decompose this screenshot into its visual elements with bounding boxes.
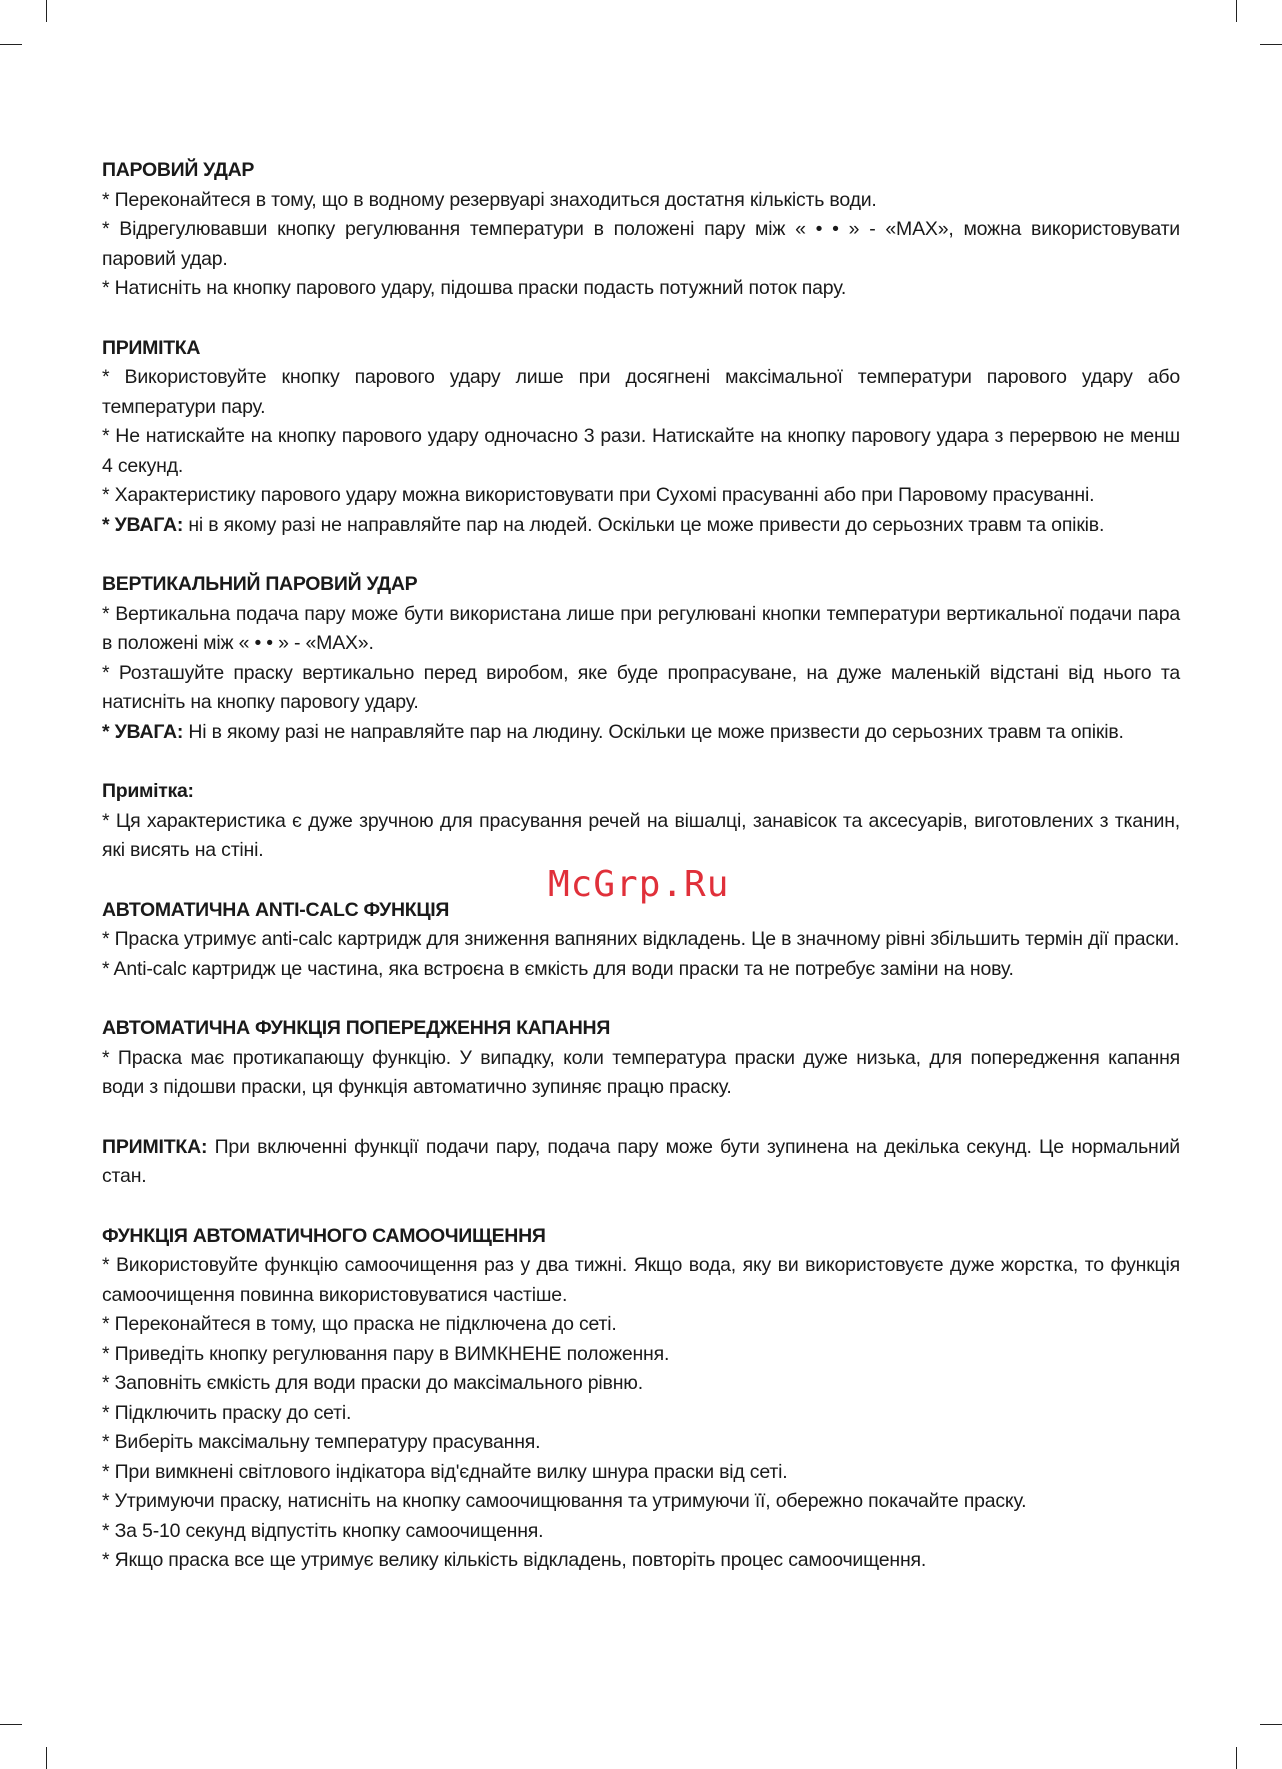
section-self-clean	[102, 1222, 1180, 1576]
warning-label: * УВАГА:	[102, 720, 184, 743]
paragraph: * Переконайтеся в тому, що в водному резервуарі знаходиться достатня кількість води.	[102, 188, 877, 211]
warning-label: * УВАГА:	[102, 513, 184, 536]
section-heading: ПРИМІТКА	[102, 336, 201, 359]
paragraph: * Не натискайте на кнопку парового удару одночасно 3 рази. Натискайте на кнопку паровогу удара з перервою не менш 4 секунд.	[102, 425, 1180, 477]
watermark: McGrp.Ru	[548, 864, 730, 905]
crop-mark-top-left	[46, 0, 47, 22]
warning-paragraph	[102, 718, 1180, 748]
paragraph: * Використовуйте кнопку парового удару лише при досягнені максімальної температури парового удару або температури пару.	[102, 366, 1180, 418]
crop-mark-bottom-left	[46, 1747, 47, 1769]
section-heading: ФУНКЦІЯ АВТОМАТИЧНОГО САМООЧИЩЕННЯ	[102, 1224, 546, 1247]
section-heading: АВТОМАТИЧНА ANTI-CALC ФУНКЦІЯ	[102, 898, 450, 921]
paragraph: * За 5-10 секунд відпустіть кнопку самоочищення.	[102, 1519, 544, 1542]
paragraph: * Використовуйте функцію самоочищення раз у два тижні. Якщо вода, яку ви використовуєте дуже жорстка, то функція самоочищення повинна використовуватися частіше.	[102, 1254, 1180, 1306]
paragraph: * Приведіть кнопку регулювання пару в ВИМКНЕНЕ положення.	[102, 1342, 670, 1365]
section-heading: ВЕРТИКАЛЬНИЙ ПАРОВИЙ УДАР	[102, 573, 418, 595]
section-heading: Примітка:	[102, 780, 194, 802]
paragraph: * Вертикальна подача пару може бути використана лише при регулювані кнопки температури вертикальної подачи пара в положені між « • • » - «MAX».	[102, 602, 1180, 654]
paragraph: * Характеристику парового удару можна використовувати при Сухомі прасуванні або при Паровому прасуванні.	[102, 484, 1095, 506]
paragraph: * Праска має протикапающу функцію. У випадку, коли температура праски дуже низька, для попередження капання води з підошви праски, ця функція автоматично зупиняє працю праску.	[102, 1046, 1180, 1098]
section-heading: ПАРОВИЙ УДАР	[102, 159, 255, 181]
crop-mark-left-bottom	[0, 1724, 22, 1725]
paragraph: * При вимкнені світлового індікатора від'єднайте вилку шнура праски від сеті.	[102, 1460, 788, 1483]
crop-mark-bottom-right	[1236, 1747, 1237, 1769]
section-anti-drip	[102, 1014, 1180, 1103]
warning-text: Ні в якому разі не направляйте пар на людину. Оскільки це може призвести до серьозних травм та опіків.	[183, 720, 1124, 743]
paragraph: * Переконайтеся в тому, що праска не підключена до сеті.	[102, 1313, 617, 1335]
warning-paragraph	[102, 511, 1180, 541]
paragraph: * Anti-calc картридж це частина, яка встроєна в ємкість для води праски та не потребує заміни на нову.	[102, 957, 1014, 980]
crop-mark-top-right	[1236, 0, 1237, 22]
paragraph: * Праска утримує anti-calc картридж для зниження вапняних відкладень. Це в значному рівні збільшить термін дії праски.	[102, 928, 1180, 950]
section-note-steam-pause	[102, 1133, 1180, 1192]
paragraph: * Відрегулювавши кнопку регулювання температури в положені пару між « • • » - «MAX», можна використовувати паровий удар.	[102, 218, 1180, 270]
paragraph: * Підключить праску до сеті.	[102, 1401, 352, 1424]
paragraph: * Якщо праска все ще утримує велику кількість відкладень, повторіть процес самоочищення.	[102, 1549, 927, 1571]
section-note-vertical	[102, 777, 1180, 866]
crop-mark-right-top	[1260, 44, 1282, 45]
note-text: При включенні функції подачи пару, подача пару може бути зупинена на декілька секунд. Це нормальний стан.	[102, 1135, 1180, 1187]
section-note-steam-shot	[102, 334, 1180, 541]
paragraph: * Виберіть максімальну температуру прасування.	[102, 1431, 541, 1453]
document-body	[102, 156, 1180, 1576]
note-label: ПРИМІТКА:	[102, 1135, 208, 1158]
warning-text: ні в якому разі не направляйте пар на людей. Оскільки це може привести до серьозних травм та опіків.	[183, 513, 1105, 536]
section-heading: АВТОМАТИЧНА ФУНКЦІЯ ПОПЕРЕДЖЕННЯ КАПАННЯ	[102, 1017, 611, 1039]
section-steam-shot	[102, 156, 1180, 304]
section-vertical-steam	[102, 570, 1180, 747]
crop-mark-left-top	[0, 44, 22, 45]
paragraph: * Натисніть на кнопку парового удару, підошва праски подасть потужний поток пару.	[102, 277, 847, 299]
paragraph: * Заповніть ємкість для води праски до максімального рівню.	[102, 1372, 643, 1394]
paragraph: * Ця характеристика є дуже зручною для прасування речей на вішалці, занавісок та аксесуарів, виготовлених з тканин, які висять на стіні.	[102, 809, 1180, 861]
paragraph: * Розташуйте праску вертикально перед виробом, яке буде пропрасуване, на дуже маленькій відстані від нього та натисніть на кнопку паровогу удару.	[102, 661, 1180, 713]
crop-mark-right-bottom	[1260, 1724, 1282, 1725]
note-paragraph	[102, 1133, 1180, 1192]
section-anti-calc	[102, 896, 1180, 985]
paragraph: * Утримуючи праску, натисніть на кнопку самоочищювання та утримуючи її, обережно покачайте праску.	[102, 1490, 1027, 1512]
